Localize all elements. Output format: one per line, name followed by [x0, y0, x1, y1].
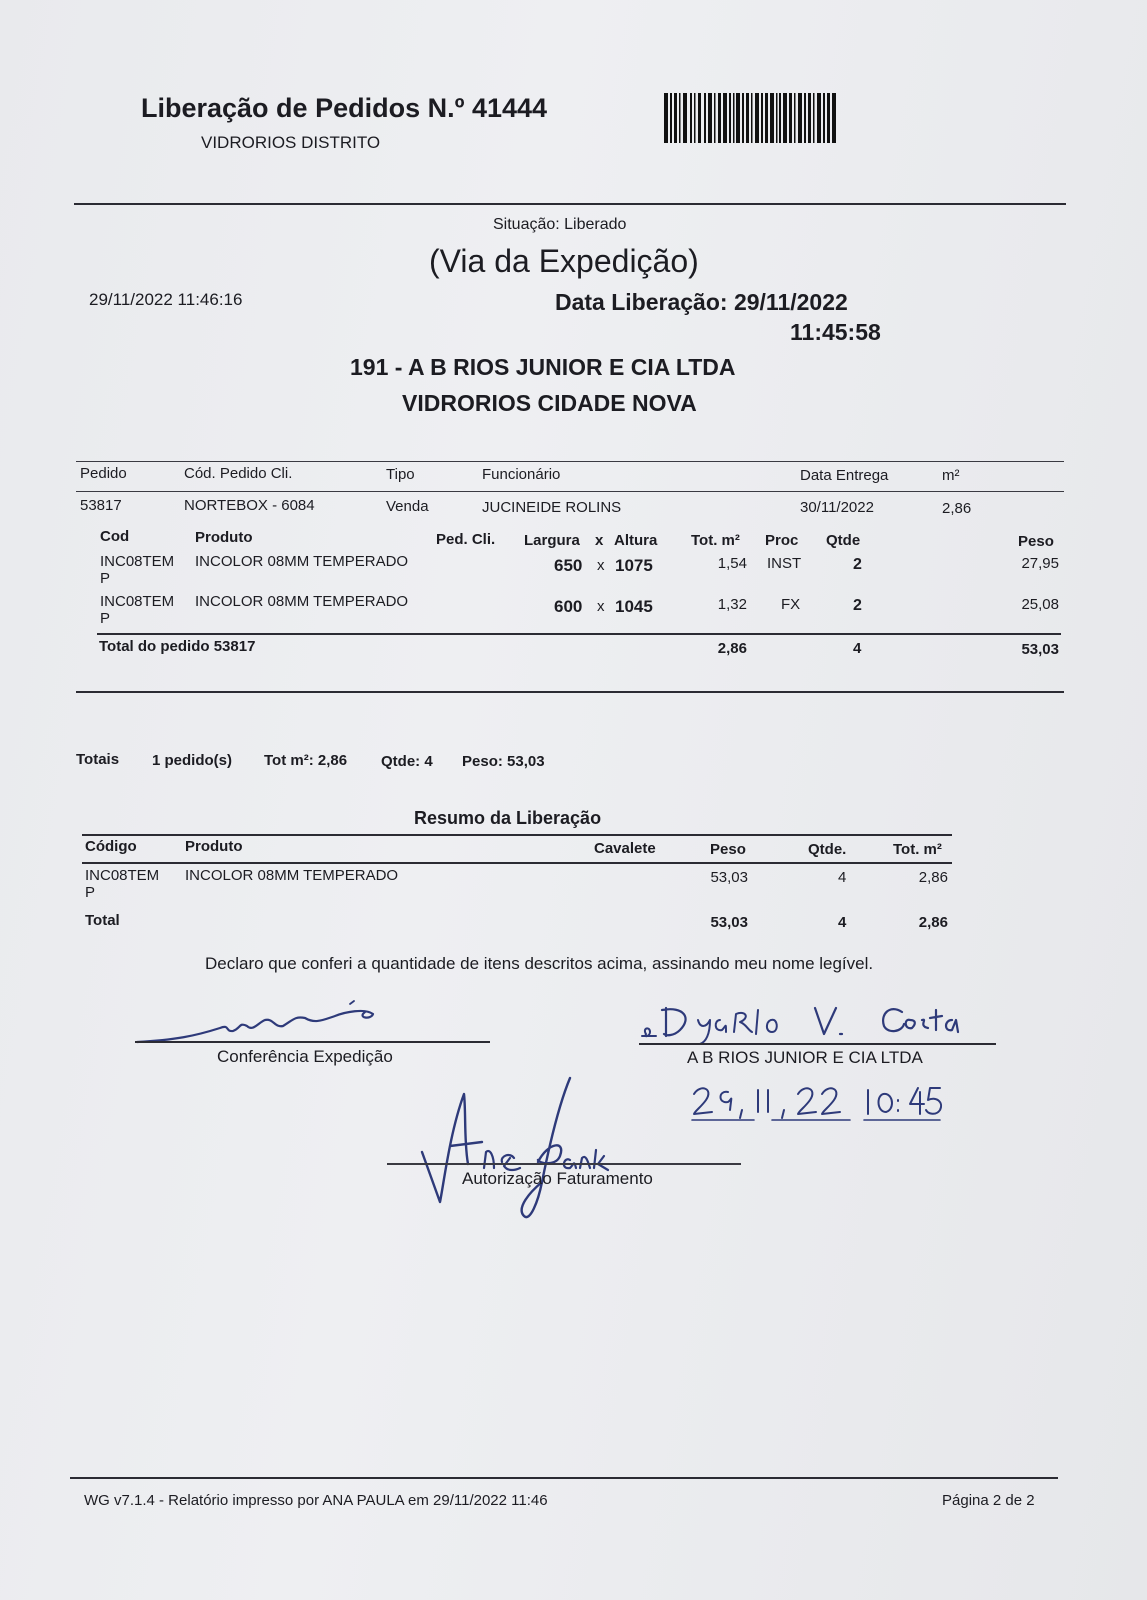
- resumo-tot-m2: 2,86: [918, 869, 948, 886]
- items-col-tot-m2: Tot. m²: [691, 532, 740, 549]
- items-col-altura: Altura: [614, 532, 658, 549]
- resumo-col-cavalete: Cavalete: [594, 840, 656, 857]
- signature-autorizacao: [420, 1072, 640, 1222]
- col-cod-pedido-cli: Cód. Pedido Cli.: [184, 465, 293, 482]
- via-title: (Via da Expedição): [429, 243, 699, 279]
- item-cod: INC08TEM: [100, 553, 175, 570]
- items-col-proc: Proc: [765, 532, 799, 549]
- item-peso: 25,08: [1021, 596, 1059, 613]
- col-m2: m²: [942, 467, 960, 484]
- barcode: [664, 93, 839, 143]
- resumo-title: Resumo da Liberação: [414, 808, 602, 828]
- item-proc: INST: [767, 555, 802, 572]
- items-col-largura: Largura: [524, 532, 580, 549]
- items-col-cod: Cod: [100, 528, 130, 545]
- cliente-label: A B RIOS JUNIOR E CIA LTDA: [687, 1048, 923, 1067]
- col-pedido: Pedido: [80, 465, 127, 482]
- m2-value: 2,86: [942, 500, 972, 517]
- item-altura: 1075: [615, 556, 653, 575]
- resumo-cod-cont: P: [85, 884, 96, 901]
- resumo-col-peso: Peso: [710, 841, 746, 858]
- item-cod-cont: P: [100, 610, 111, 627]
- resumo-peso: 53,03: [710, 869, 748, 886]
- resumo-cod: INC08TEM: [85, 867, 160, 884]
- items-col-qtde: Qtde: [826, 532, 861, 549]
- header-divider: [74, 203, 1066, 205]
- resumo-col-qtde: Qtde.: [808, 841, 847, 858]
- resumo-total-tot-m2: 2,86: [918, 914, 948, 931]
- item-largura: 650: [554, 556, 583, 575]
- company-subtitle: VIDRORIOS DISTRITO: [201, 133, 381, 152]
- resumo-total-peso: 53,03: [710, 914, 748, 931]
- item-produto: INCOLOR 08MM TEMPERADO: [195, 593, 409, 610]
- total-pedido-qtde: 4: [853, 640, 862, 657]
- item-cod-cont: P: [100, 570, 111, 587]
- situacao-text: Situação: Liberado: [493, 216, 627, 233]
- order-table-top-line: [76, 461, 1064, 462]
- item-tot-m2: 1,54: [717, 555, 747, 572]
- item-x: x: [597, 557, 605, 574]
- items-total-line: [97, 633, 1061, 635]
- signature-cliente: [640, 998, 980, 1048]
- totais-qtde: Qtde: 4: [381, 753, 433, 770]
- totais-pedidos: 1 pedido(s): [152, 752, 233, 769]
- footer-printed-by: WG v7.1.4 - Relatório impresso por ANA PAULA em 29/11/2022 11:46: [84, 1492, 548, 1509]
- item-peso: 27,95: [1021, 555, 1059, 572]
- order-section-bottom-line: [76, 691, 1064, 693]
- autorizacao-sign-line: [387, 1163, 741, 1165]
- item-largura: 600: [554, 597, 583, 616]
- footer-page-number: Página 2 de 2: [942, 1492, 1035, 1509]
- resumo-header-line: [82, 862, 952, 864]
- resumo-total-qtde: 4: [838, 914, 847, 931]
- funcionario-value: JUCINEIDE ROLINS: [482, 499, 622, 516]
- col-funcionario: Funcionário: [482, 466, 561, 483]
- tipo-value: Venda: [386, 498, 429, 515]
- loja-name: VIDRORIOS CIDADE NOVA: [402, 390, 697, 416]
- footer-line: [70, 1477, 1058, 1479]
- items-col-peso: Peso: [1018, 533, 1054, 550]
- col-tipo: Tipo: [386, 466, 415, 483]
- item-cod: INC08TEM: [100, 593, 175, 610]
- total-pedido-m2: 2,86: [717, 640, 747, 657]
- resumo-qtde: 4: [838, 869, 847, 886]
- declaration-text: Declaro que conferi a quantidade de itens descritos acima, assinando meu nome legível.: [205, 954, 874, 973]
- conferencia-label: Conferência Expedição: [217, 1047, 393, 1066]
- item-proc: FX: [781, 596, 801, 613]
- col-data-entrega: Data Entrega: [800, 467, 889, 484]
- resumo-col-codigo: Código: [85, 838, 137, 855]
- item-qtde: 2: [853, 597, 862, 614]
- data-entrega-value: 30/11/2022: [800, 499, 874, 516]
- cliente-name: 191 - A B RIOS JUNIOR E CIA LTDA: [350, 354, 736, 380]
- data-liberacao: Data Liberação: 29/11/2022: [555, 289, 848, 315]
- resumo-top-line: [82, 834, 952, 836]
- totais-label: Totais: [76, 751, 120, 768]
- document-title: Liberação de Pedidos N.º 41444: [141, 93, 548, 123]
- totais-peso: Peso: 53,03: [462, 753, 545, 770]
- item-altura: 1045: [615, 597, 653, 616]
- cod-pedido-cli-value: NORTEBOX - 6084: [184, 497, 315, 514]
- items-col-x: x: [595, 532, 604, 549]
- resumo-col-produto: Produto: [185, 838, 243, 855]
- handwritten-date: [690, 1082, 980, 1132]
- pedido-value: 53817: [80, 497, 122, 514]
- resumo-col-tot-m2: Tot. m²: [893, 841, 942, 858]
- item-x: x: [597, 598, 605, 615]
- total-pedido-peso: 53,03: [1021, 641, 1059, 658]
- item-produto: INCOLOR 08MM TEMPERADO: [195, 553, 409, 570]
- resumo-produto: INCOLOR 08MM TEMPERADO: [185, 867, 399, 884]
- resumo-total-label: Total: [85, 912, 120, 929]
- conferencia-sign-line: [135, 1041, 490, 1043]
- cliente-sign-line: [639, 1043, 996, 1045]
- total-pedido-label: Total do pedido 53817: [99, 638, 256, 655]
- print-datetime: 29/11/2022 11:46:16: [89, 290, 243, 309]
- totais-m2: Tot m²: 2,86: [264, 752, 348, 769]
- items-col-produto: Produto: [195, 529, 253, 546]
- order-table-header-line: [76, 491, 1064, 492]
- items-col-ped-cli: Ped. Cli.: [436, 531, 496, 548]
- hora-liberacao: 11:45:58: [790, 319, 881, 345]
- item-tot-m2: 1,32: [717, 596, 747, 613]
- autorizacao-label: Autorização Faturamento: [462, 1169, 653, 1188]
- item-qtde: 2: [853, 556, 862, 573]
